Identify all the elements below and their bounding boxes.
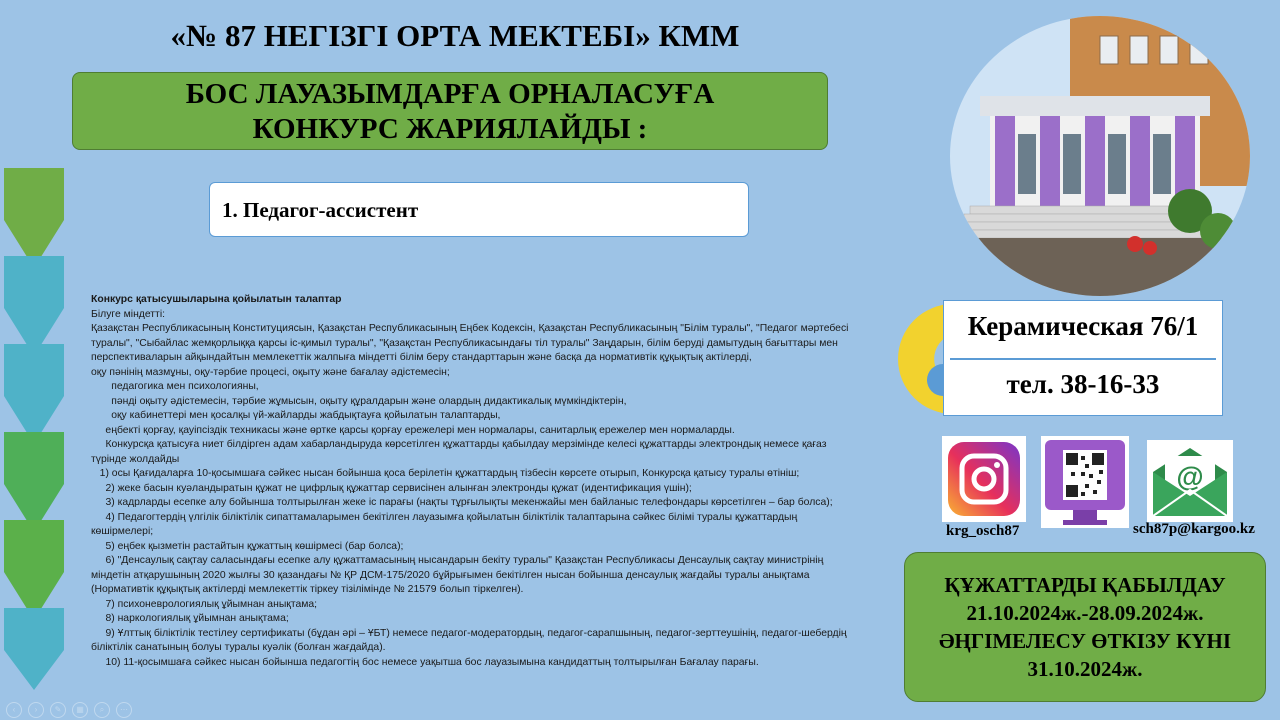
grid-icon[interactable]: ▦ xyxy=(72,702,88,718)
more-icon[interactable]: ⋯ xyxy=(116,702,132,718)
address-box xyxy=(943,300,1223,416)
req-line: 6) "Денсаулық сақтау саласындағы есепке алу құжаттамасының нысандарын бекіту туралы" Қазақстан Республикасы Денсаулық сақтау министрінің міндетін атқарушының 2020 жылғы 30 қазандағы № ҚР ДСМ-175/2020 бұйрығымен бекітілген нысан бойынша денсаулық жағдайы туралы анықтама (Нормативтік құқықтық актілерді мемлекеттік тіркеу тізілімінде № 21579 болып тіркелген). xyxy=(91,555,827,595)
email-address[interactable]: sch87p@kargoo.kz xyxy=(1133,521,1255,537)
competition-banner xyxy=(72,72,828,150)
req-line: пәнді оқыту әдістемесін, тәрбие жұмысын, оқыту құралдарын және олардың дидактикалық мүмкіндіктерін, xyxy=(91,395,627,407)
phone-text: тел. 38-16-33 xyxy=(1006,369,1160,399)
instagram-handle[interactable]: krg_osch87 xyxy=(946,523,1020,539)
req-line: 8) наркологиялық ұйымнан анықтама; xyxy=(91,613,289,624)
requirements-text xyxy=(91,293,851,670)
decorative-chevrons xyxy=(0,160,70,700)
req-line: оқу кабинеттері мен қосалқы үй-жайларды жабдықтауға қойылатын талаптарды, xyxy=(91,410,501,421)
school-title: «№ 87 НЕГІЗГІ ОРТА МЕКТЕБІ» КММ xyxy=(170,18,740,53)
interview-title: ӘҢГІМЕЛЕСУ ӨТКІЗУ КҮНІ xyxy=(938,629,1231,653)
interview-date: 31.10.2024ж. xyxy=(1027,657,1143,681)
documents-schedule xyxy=(904,552,1266,702)
docs-acceptance-dates: 21.10.2024ж.-28.09.2024ж. xyxy=(966,601,1204,625)
qr-code-icon[interactable] xyxy=(1041,436,1129,528)
banner-line-1: БОС ЛАУАЗЫМДАРҒА ОРНАЛАСУҒА xyxy=(185,78,715,110)
email-icon[interactable] xyxy=(1147,440,1233,522)
req-line: 7) психоневрологиялық ұйымнан анықтама; xyxy=(91,598,318,610)
contact-block xyxy=(895,300,1225,418)
prev-slide-icon[interactable]: ‹ xyxy=(6,702,22,718)
req-line: 2) жеке басын куәландыратын құжат не цифрлық құжаттар сервисінен алынған электронды құжат (идентификация үшін); xyxy=(91,482,692,494)
docs-acceptance-title: ҚҰЖАТТАРДЫ ҚАБЫЛДАУ xyxy=(944,573,1226,597)
pen-icon[interactable]: ✎ xyxy=(50,702,66,718)
address-divider xyxy=(950,358,1216,360)
req-line: 9) Ұлттық біліктілік тестілеу сертификаты (бұдан әрі – ҰБТ) немесе педагог-модератордың, педагог-сарапшының, педагог-зерттеушінің, педагог-шебердің біліктілік санатының болуы туралы куәлік (болған жағдайда). xyxy=(91,627,850,653)
req-line: оқу пәнінің мазмұны, оқу-тәрбие процесі, оқыту және бағалау әдістемесін; xyxy=(91,366,450,378)
req-line: 5) еңбек қызметін растайтын құжаттың көшірмесі (бар болса); xyxy=(91,540,404,552)
req-line: Қазақстан Республикасының Конституциясын, Қазақстан Республикасының Еңбек Кодексін, Қазақстан Республикасының "Білім туралы", "Педагог мәртебесі туралы", "Сыбайлас жемқорлыққа қарсы іс-қимыл туралы", "Қазақстан Республикасындағы тіл туралы" Заңдарын, білім беруді дамытудың бағыттары мен перспективаларын айқындайтын мемлекеттік жалпыға міндетті білім беру стандарттарын және басқа да нормативтік құқықтық актілерді, xyxy=(91,323,849,363)
banner-line-2: КОНКУРС ЖАРИЯЛАЙДЫ : xyxy=(252,113,648,145)
slideshow-toolbar[interactable] xyxy=(6,702,132,718)
req-line: Конкурсқа қатысуға ниет білдірген адам хабарландыруда көрсетілген құжаттарды қабылдау мерзімінде келесі құжаттарды электрондық немесе қағаз түрінде жолдайды xyxy=(91,439,830,465)
svg-text:@: @ xyxy=(1176,461,1204,492)
req-line: 1) осы Қағидаларға 10-қосымшаға сәйкес нысан бойынша қоса берілетін құжаттардың тізбесін көрсете отырып, Конкурсқа қатысу туралы өтініш; xyxy=(91,468,800,479)
address-text: Керамическая 76/1 xyxy=(967,311,1199,341)
building-photo xyxy=(950,16,1250,296)
vacancy-position: 1. Педагог-ассистент xyxy=(209,182,749,237)
req-line: 3) кадрларды есепке алу бойынша толтырылған жеке іс парағы (нақты тұрғылықты мекенжайы мен байланыс телефондары көрсетілген – бар болса); xyxy=(91,497,833,508)
req-line: педагогика мен психологияны, xyxy=(91,381,259,392)
req-line: еңбекті қорғау, қауіпсіздік техникасы және өртке қарсы қорғау ережелері мен нормалары, санитарлық ережелер мен нормаларды. xyxy=(91,424,735,436)
requirements-heading: Конкурс қатысушыларына қойылатын талаптар xyxy=(91,294,342,305)
req-line: 10) 11-қосымшаға сәйкес нысан бойынша педагогтің бос немесе уақытша бос лауазымына кандидаттың толтырылған Бағалау парағы. xyxy=(91,656,759,668)
req-line: 4) Педагогтердің үлгілік біліктілік сипаттамаларымен бекітілген лауазымға қойылатын біліктілік талаптарына сәйкес білімі туралы құжаттардың көшірмелері; xyxy=(91,511,801,537)
instagram-icon[interactable] xyxy=(942,436,1026,522)
zoom-icon[interactable]: ⌕ xyxy=(94,702,110,718)
req-line: Білуге міндетті: xyxy=(91,308,166,320)
next-slide-icon[interactable]: › xyxy=(28,702,44,718)
